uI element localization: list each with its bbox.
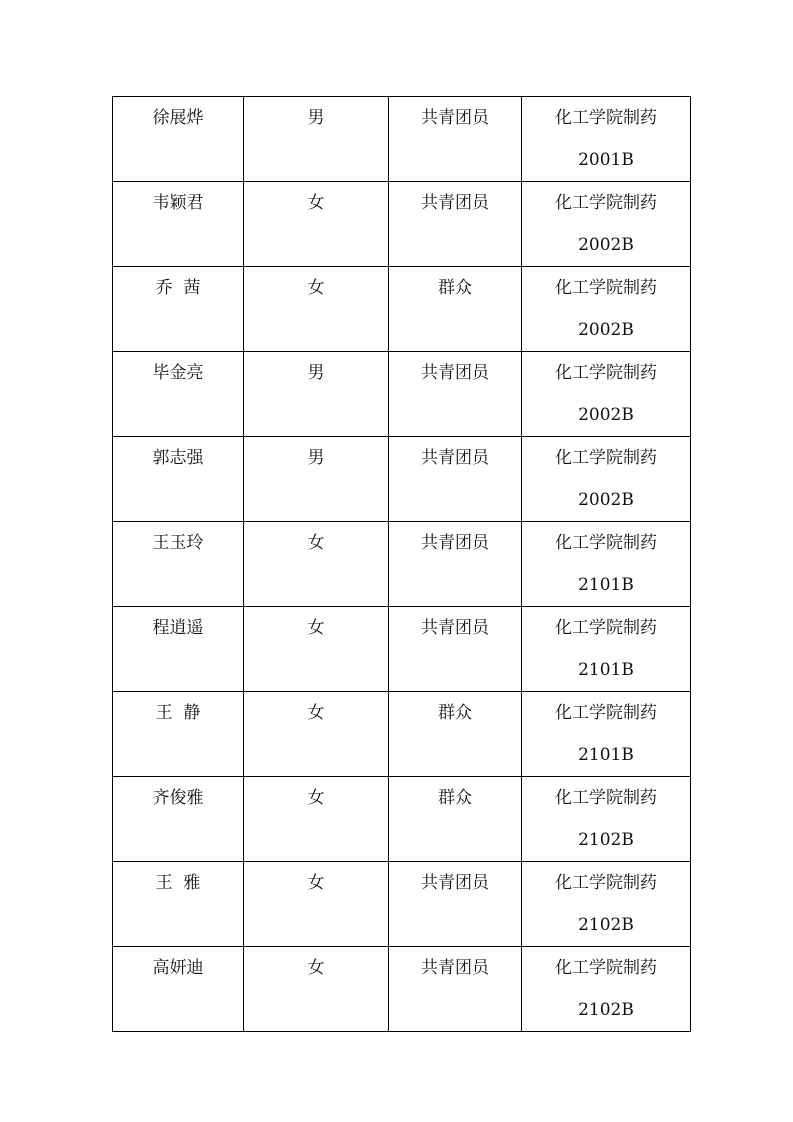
class-line1: 化工学院制药	[555, 788, 657, 808]
class-cell	[522, 182, 691, 267]
table-row	[113, 97, 691, 182]
table-row	[113, 352, 691, 437]
political-status-cell	[389, 692, 522, 777]
student-gender: 女	[307, 703, 325, 723]
table-row	[113, 267, 691, 352]
student-gender: 男	[307, 363, 325, 383]
student-gender: 女	[307, 873, 325, 893]
table-row	[113, 947, 691, 1032]
political-status-cell	[389, 947, 522, 1032]
student-roster-table	[112, 96, 691, 1032]
political-status-cell	[389, 352, 522, 437]
student-name: 程逍遥	[152, 618, 204, 638]
student-name: 齐俊雅	[152, 788, 204, 808]
gender-cell	[244, 97, 389, 182]
class-line1: 化工学院制药	[555, 533, 657, 553]
class-cell	[522, 522, 691, 607]
name-cell	[113, 862, 244, 947]
political-status-cell	[389, 862, 522, 947]
student-political-status: 共青团员	[421, 533, 489, 553]
gender-cell	[244, 437, 389, 522]
name-cell	[113, 777, 244, 862]
class-line1: 化工学院制药	[555, 108, 657, 128]
student-political-status: 群众	[438, 788, 472, 808]
gender-cell	[244, 947, 389, 1032]
table-row	[113, 522, 691, 607]
student-gender: 女	[307, 958, 325, 978]
student-name: 韦颖君	[152, 193, 204, 213]
gender-cell	[244, 352, 389, 437]
class-cell	[522, 437, 691, 522]
student-name: 王 静	[155, 703, 201, 723]
student-political-status: 群众	[438, 278, 472, 298]
student-gender: 女	[307, 788, 325, 808]
class-line1: 化工学院制药	[555, 873, 657, 893]
table-row	[113, 692, 691, 777]
political-status-cell	[389, 267, 522, 352]
class-cell	[522, 267, 691, 352]
class-cell	[522, 352, 691, 437]
class-cell	[522, 692, 691, 777]
student-name: 王玉玲	[152, 533, 204, 553]
class-line2: 2102B	[578, 830, 634, 850]
class-line1: 化工学院制药	[555, 703, 657, 723]
student-name: 郭志强	[152, 448, 204, 468]
table-row	[113, 182, 691, 267]
name-cell	[113, 182, 244, 267]
table-row	[113, 437, 691, 522]
student-name: 王 雅	[155, 873, 201, 893]
gender-cell	[244, 182, 389, 267]
gender-cell	[244, 267, 389, 352]
student-political-status: 共青团员	[421, 873, 489, 893]
political-status-cell	[389, 607, 522, 692]
class-line2: 2002B	[578, 490, 634, 510]
table-row	[113, 607, 691, 692]
class-line1: 化工学院制药	[555, 618, 657, 638]
political-status-cell	[389, 777, 522, 862]
student-name: 徐展烨	[152, 108, 204, 128]
student-political-status: 共青团员	[421, 108, 489, 128]
table-row	[113, 777, 691, 862]
class-line2: 2101B	[578, 745, 634, 765]
student-gender: 女	[307, 533, 325, 553]
roster-body	[113, 97, 691, 1032]
class-line1: 化工学院制药	[555, 448, 657, 468]
student-gender: 男	[307, 448, 325, 468]
name-cell	[113, 352, 244, 437]
name-cell	[113, 947, 244, 1032]
student-political-status: 共青团员	[421, 193, 489, 213]
class-line1: 化工学院制药	[555, 363, 657, 383]
class-line2: 2101B	[578, 575, 634, 595]
political-status-cell	[389, 97, 522, 182]
student-name: 高妍迪	[152, 958, 204, 978]
gender-cell	[244, 777, 389, 862]
student-gender: 女	[307, 193, 325, 213]
class-line1: 化工学院制药	[555, 278, 657, 298]
gender-cell	[244, 607, 389, 692]
political-status-cell	[389, 522, 522, 607]
class-line2: 2101B	[578, 660, 634, 680]
student-gender: 女	[307, 618, 325, 638]
name-cell	[113, 607, 244, 692]
gender-cell	[244, 692, 389, 777]
student-name: 乔 茜	[155, 278, 201, 298]
name-cell	[113, 437, 244, 522]
student-name: 毕金亮	[152, 363, 204, 383]
class-line2: 2002B	[578, 235, 634, 255]
class-cell	[522, 97, 691, 182]
student-political-status: 群众	[438, 703, 472, 723]
table-row	[113, 862, 691, 947]
name-cell	[113, 692, 244, 777]
class-line1: 化工学院制药	[555, 958, 657, 978]
class-line2: 2002B	[578, 320, 634, 340]
student-political-status: 共青团员	[421, 363, 489, 383]
political-status-cell	[389, 182, 522, 267]
class-cell	[522, 607, 691, 692]
class-cell	[522, 862, 691, 947]
class-line2: 2102B	[578, 1000, 634, 1020]
gender-cell	[244, 522, 389, 607]
name-cell	[113, 267, 244, 352]
name-cell	[113, 522, 244, 607]
gender-cell	[244, 862, 389, 947]
class-cell	[522, 777, 691, 862]
student-gender: 女	[307, 278, 325, 298]
class-cell	[522, 947, 691, 1032]
class-line2: 2001B	[578, 150, 634, 170]
class-line2: 2102B	[578, 915, 634, 935]
political-status-cell	[389, 437, 522, 522]
name-cell	[113, 97, 244, 182]
class-line1: 化工学院制药	[555, 193, 657, 213]
student-political-status: 共青团员	[421, 448, 489, 468]
student-gender: 男	[307, 108, 325, 128]
student-political-status: 共青团员	[421, 618, 489, 638]
class-line2: 2002B	[578, 405, 634, 425]
student-political-status: 共青团员	[421, 958, 489, 978]
